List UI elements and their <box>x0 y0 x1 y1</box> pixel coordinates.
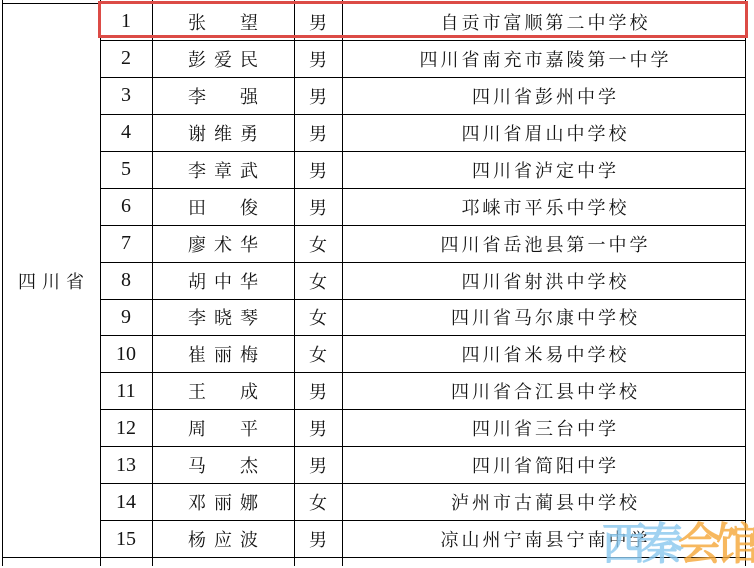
province-cell: 四川省 <box>18 271 90 292</box>
school-cell: 四川省眉山中学校 <box>461 123 630 144</box>
name-cell: 李 强 <box>188 86 266 107</box>
gender-cell: 男 <box>309 12 327 33</box>
table-row <box>100 4 746 41</box>
table-row <box>100 189 746 226</box>
gender-cell: 女 <box>309 271 327 292</box>
gender-cell: 男 <box>309 530 327 551</box>
row-number-cell: 7 <box>121 232 131 255</box>
table-row <box>100 226 746 263</box>
school-cell: 凉山州宁南县宁南中学 <box>440 530 651 551</box>
table-row <box>100 41 746 78</box>
row-number-cell: 6 <box>121 195 131 218</box>
gender-cell: 男 <box>309 160 327 181</box>
gender-cell: 男 <box>309 419 327 440</box>
row-number-cell: 1 <box>121 10 131 33</box>
table-row <box>100 410 746 447</box>
row-number-cell: 9 <box>121 305 131 328</box>
gender-cell: 男 <box>309 456 327 477</box>
name-cell: 杨应波 <box>188 530 266 551</box>
name-cell: 张 望 <box>188 12 266 33</box>
school-cell: 泸州市古蔺县中学校 <box>451 493 640 514</box>
school-cell: 四川省射洪中学校 <box>461 271 630 292</box>
name-cell: 胡中华 <box>188 271 266 292</box>
school-cell: 四川省马尔康中学校 <box>451 308 640 329</box>
table-row <box>100 152 746 189</box>
table-row <box>100 263 746 300</box>
gender-cell: 男 <box>309 49 327 70</box>
gender-cell: 男 <box>309 382 327 403</box>
row-number-cell: 3 <box>121 84 131 107</box>
school-cell: 四川省米易中学校 <box>461 345 630 366</box>
roster-table <box>2 3 746 558</box>
row-number-cell: 10 <box>116 342 136 365</box>
watermark-blue-text: 西秦 <box>602 519 678 568</box>
school-cell: 四川省三台中学 <box>472 419 619 440</box>
gender-cell: 女 <box>309 493 327 514</box>
school-cell: 四川省岳池县第一中学 <box>440 234 651 255</box>
row-number-cell: 2 <box>121 47 131 70</box>
gender-cell: 女 <box>309 345 327 366</box>
row-number-cell: 5 <box>121 158 131 181</box>
gender-cell: 女 <box>309 308 327 329</box>
name-cell: 马 杰 <box>188 456 266 477</box>
table-row <box>100 300 746 337</box>
row-number-cell: 4 <box>121 121 131 144</box>
table-row <box>100 336 746 373</box>
gender-cell: 女 <box>309 234 327 255</box>
name-cell: 田 俊 <box>188 197 266 218</box>
name-cell: 崔丽梅 <box>188 345 266 366</box>
school-cell: 自贡市富顺第二中学校 <box>440 12 651 33</box>
name-cell: 李晓琴 <box>188 308 266 329</box>
name-cell: 李章武 <box>188 160 266 181</box>
school-cell: 四川省泸定中学 <box>472 160 619 181</box>
gender-cell: 男 <box>309 86 327 107</box>
row-number-cell: 8 <box>121 269 131 292</box>
table-row <box>100 447 746 484</box>
name-cell: 周 平 <box>188 419 266 440</box>
row-number-cell: 11 <box>116 379 136 402</box>
row-number-cell: 14 <box>116 490 136 513</box>
name-cell: 廖术华 <box>188 234 266 255</box>
school-cell: 四川省彭州中学 <box>472 86 619 107</box>
school-cell: 四川省简阳中学 <box>472 456 619 477</box>
watermark-orange-text: 会馆 <box>678 519 754 568</box>
gender-cell: 男 <box>309 197 327 218</box>
name-cell: 王 成 <box>188 382 266 403</box>
gender-cell: 男 <box>309 123 327 144</box>
school-cell: 邛崃市平乐中学校 <box>461 197 630 218</box>
name-cell: 彭爱民 <box>188 49 266 70</box>
row-number-cell: 12 <box>116 416 136 439</box>
table-row <box>100 373 746 410</box>
table-row <box>100 521 746 557</box>
school-cell: 四川省合江县中学校 <box>451 382 640 403</box>
school-cell: 四川省南充市嘉陵第一中学 <box>419 49 672 70</box>
row-number-cell: 15 <box>116 527 136 550</box>
table-row <box>100 484 746 521</box>
table-row <box>100 78 746 115</box>
table-rows <box>100 4 746 557</box>
table-row <box>100 115 746 152</box>
name-cell: 谢维勇 <box>188 123 266 144</box>
name-cell: 邓丽娜 <box>188 493 266 514</box>
row-number-cell: 13 <box>116 453 136 476</box>
